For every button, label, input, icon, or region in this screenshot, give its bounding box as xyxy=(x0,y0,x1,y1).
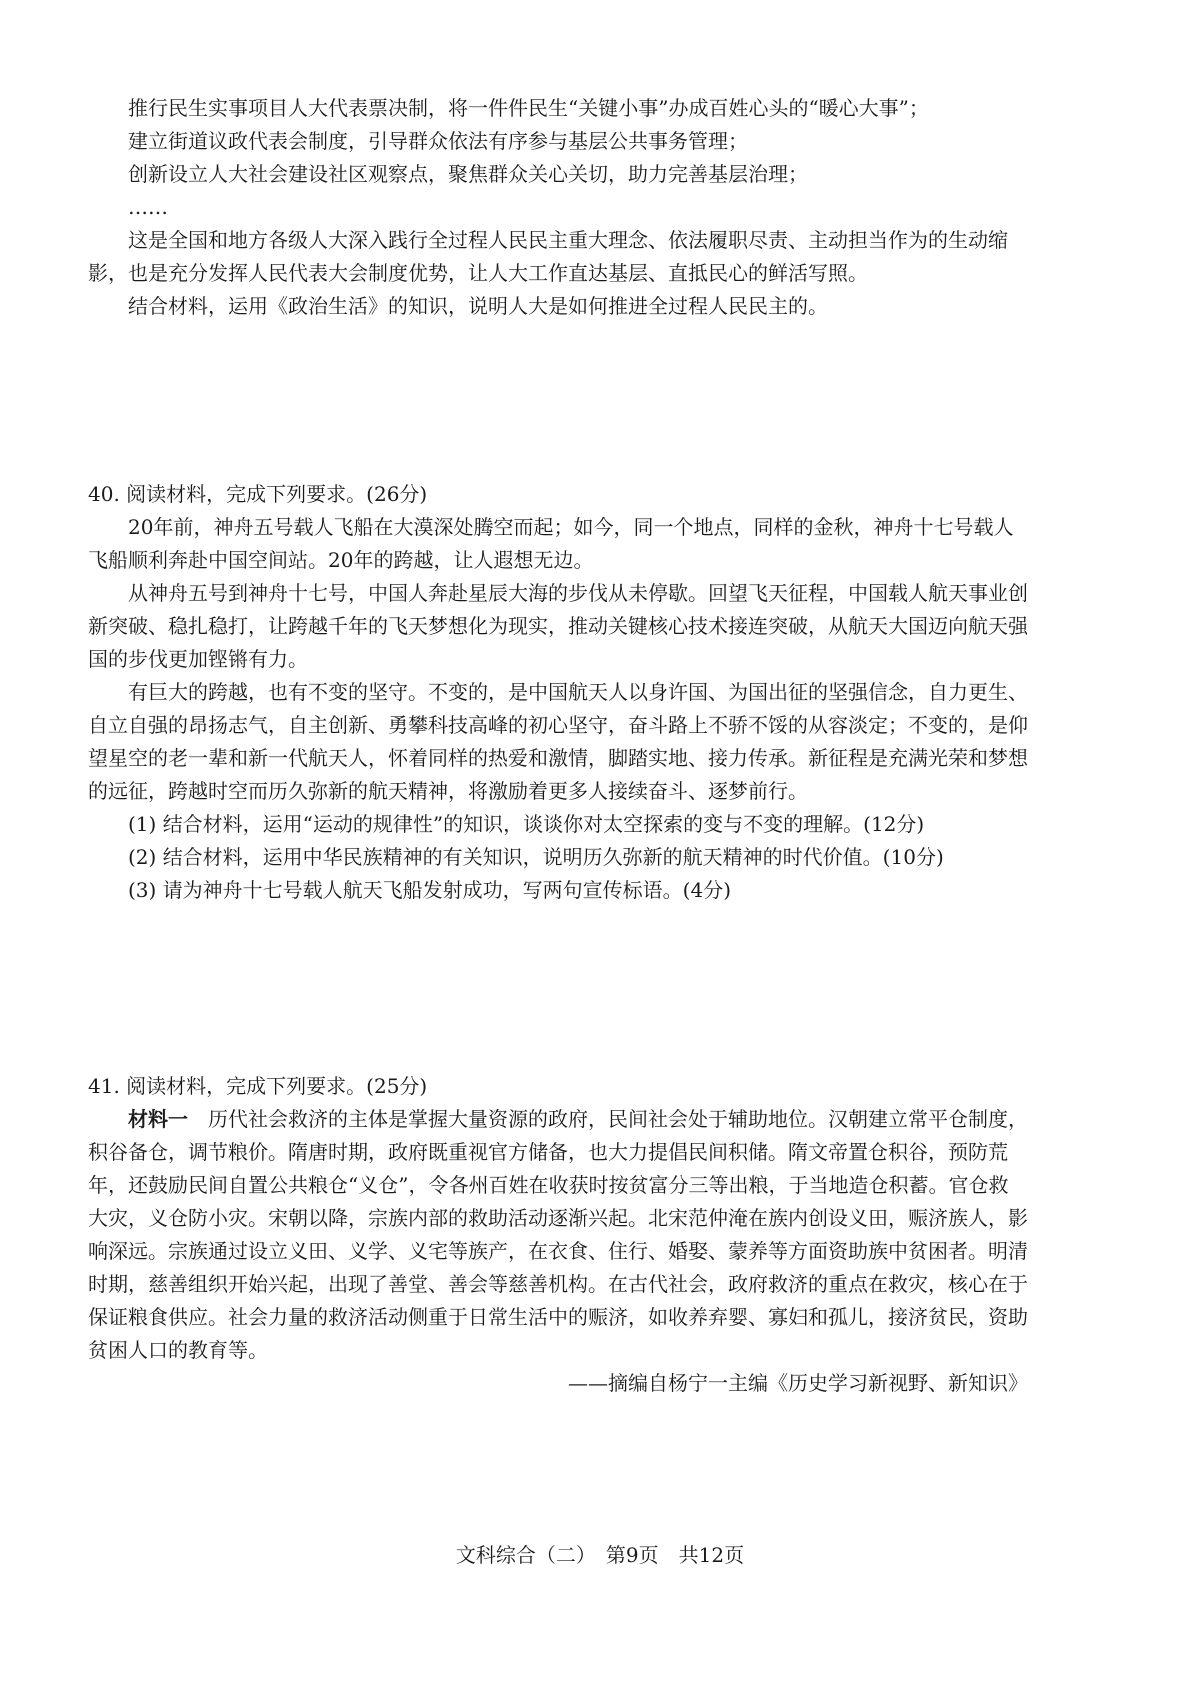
page-footer: 文科综合（二） 第9页 共12页 xyxy=(455,1543,745,1567)
question-40-paragraph-1: 20年前，神舟五号载人飞船在大漠深处腾空而起；如今，同一个地点，同样的金秋，神舟十七号载人飞船顺利奔赴中国空间站。20年的跨越，让人遐想无边。 xyxy=(88,515,1014,572)
top-question-prompt: 结合材料，运用《政治生活》的知识，说明人大是如何推进全过程人民民主的。 xyxy=(128,294,828,318)
top-paragraph-1: 推行民生实事项目人大代表票决制，将一件件民生“关键小事”办成百姓心头的“暖心大事”； xyxy=(128,96,929,120)
top-material-section xyxy=(88,92,1028,323)
material-text: 历代社会救济的主体是掌握大量资源的政府，民间社会处于辅助地位。汉朝建立常平仓制度，积谷备仓，调节粮价。隋唐时期，政府既重视官方储备，也大力提倡民间积储。隋文帝置仓积谷，预防荒年，还鼓励民间自置公共粮仓“义仓”，令各州百姓在收获时按贫富分三等出粮，于当地造仓积蓄。官仓救大灾，义仓防小灾。宋朝以降，宗族内部的救助活动逐渐兴起。北宋范仲淹在族内创设义田，赈济族人，影响深远。宗族通过设立义田、义学、义宅等族产，在衣食、住行、婚娶、蒙养等方面资助族中贫困者。明清时期，慈善组织开始兴起，出现了善堂、善会等慈善机构。在古代社会，政府救济的重点在救灾，核心在于保证粮食供应。社会力量的救济活动侧重于日常生活中的赈济，如收养弃婴、寡妇和孤儿，接济贫民，资助贫困人口的教育等。 xyxy=(88,1107,1028,1362)
question-40-sub-2: (2) 结合材料，运用中华民族精神的有关知识，说明历久弥新的航天精神的时代价值。(10分) xyxy=(128,845,944,869)
top-paragraph-2: 建立街道议政代表会制度，引导群众依法有序参与基层公共事务管理； xyxy=(128,129,748,153)
top-paragraph-3: 创新设立人大社会建设社区观察点，聚焦群众关心关切，助力完善基层治理； xyxy=(128,162,808,186)
question-41-material-1 xyxy=(88,1103,1028,1367)
question-40-sub-3: (3) 请为神舟十七号载人航天飞船发射成功，写两句宣传标语。(4分) xyxy=(128,878,732,902)
top-ellipsis: …… xyxy=(128,195,168,219)
top-paragraph-4: 这是全国和地方各级人大深入践行全过程人民民主重大理念、依法履职尽责、主动担当作为的生动缩影，也是充分发挥人民代表大会制度优势，让人大工作直达基层、直抵民心的鲜活写照。 xyxy=(88,228,1008,285)
question-41 xyxy=(88,1070,1028,1400)
question-40 xyxy=(88,478,1028,907)
question-40-paragraph-2: 从神舟五号到神舟十七号，中国人奔赴星辰大海的步伐从未停歇。回望飞天征程，中国载人航天事业创新突破、稳扎稳打，让跨越千年的飞天梦想化为现实，推动关键核心技术接连突破，从航天大国迈向航天强国的步伐更加铿锵有力。 xyxy=(88,581,1028,671)
material-label: 材料一 xyxy=(128,1107,188,1131)
question-40-sub-1: (1) 结合材料，运用“运动的规律性”的知识，谈谈你对太空探索的变与不变的理解。(12分) xyxy=(128,812,925,836)
material-source: ——摘编自杨宁一主编《历史学习新视野、新知识》 xyxy=(568,1371,1028,1395)
question-40-heading: 40. 阅读材料，完成下列要求。(26分) xyxy=(88,482,428,506)
question-41-heading: 41. 阅读材料，完成下列要求。(25分) xyxy=(88,1074,428,1098)
question-40-paragraph-3: 有巨大的跨越，也有不变的坚守。不变的，是中国航天人以身许国、为国出征的坚强信念，自力更生、自立自强的昂扬志气，自主创新、勇攀科技高峰的初心坚守，奋斗路上不骄不馁的从容淡定；不变的，是仰望星空的老一辈和新一代航天人，怀着同样的热爱和激情，脚踏实地、接力传承。新征程是充满光荣和梦想的远征，跨越时空而历久弥新的航天精神，将激励着更多人接续奋斗、逐梦前行。 xyxy=(88,680,1028,803)
